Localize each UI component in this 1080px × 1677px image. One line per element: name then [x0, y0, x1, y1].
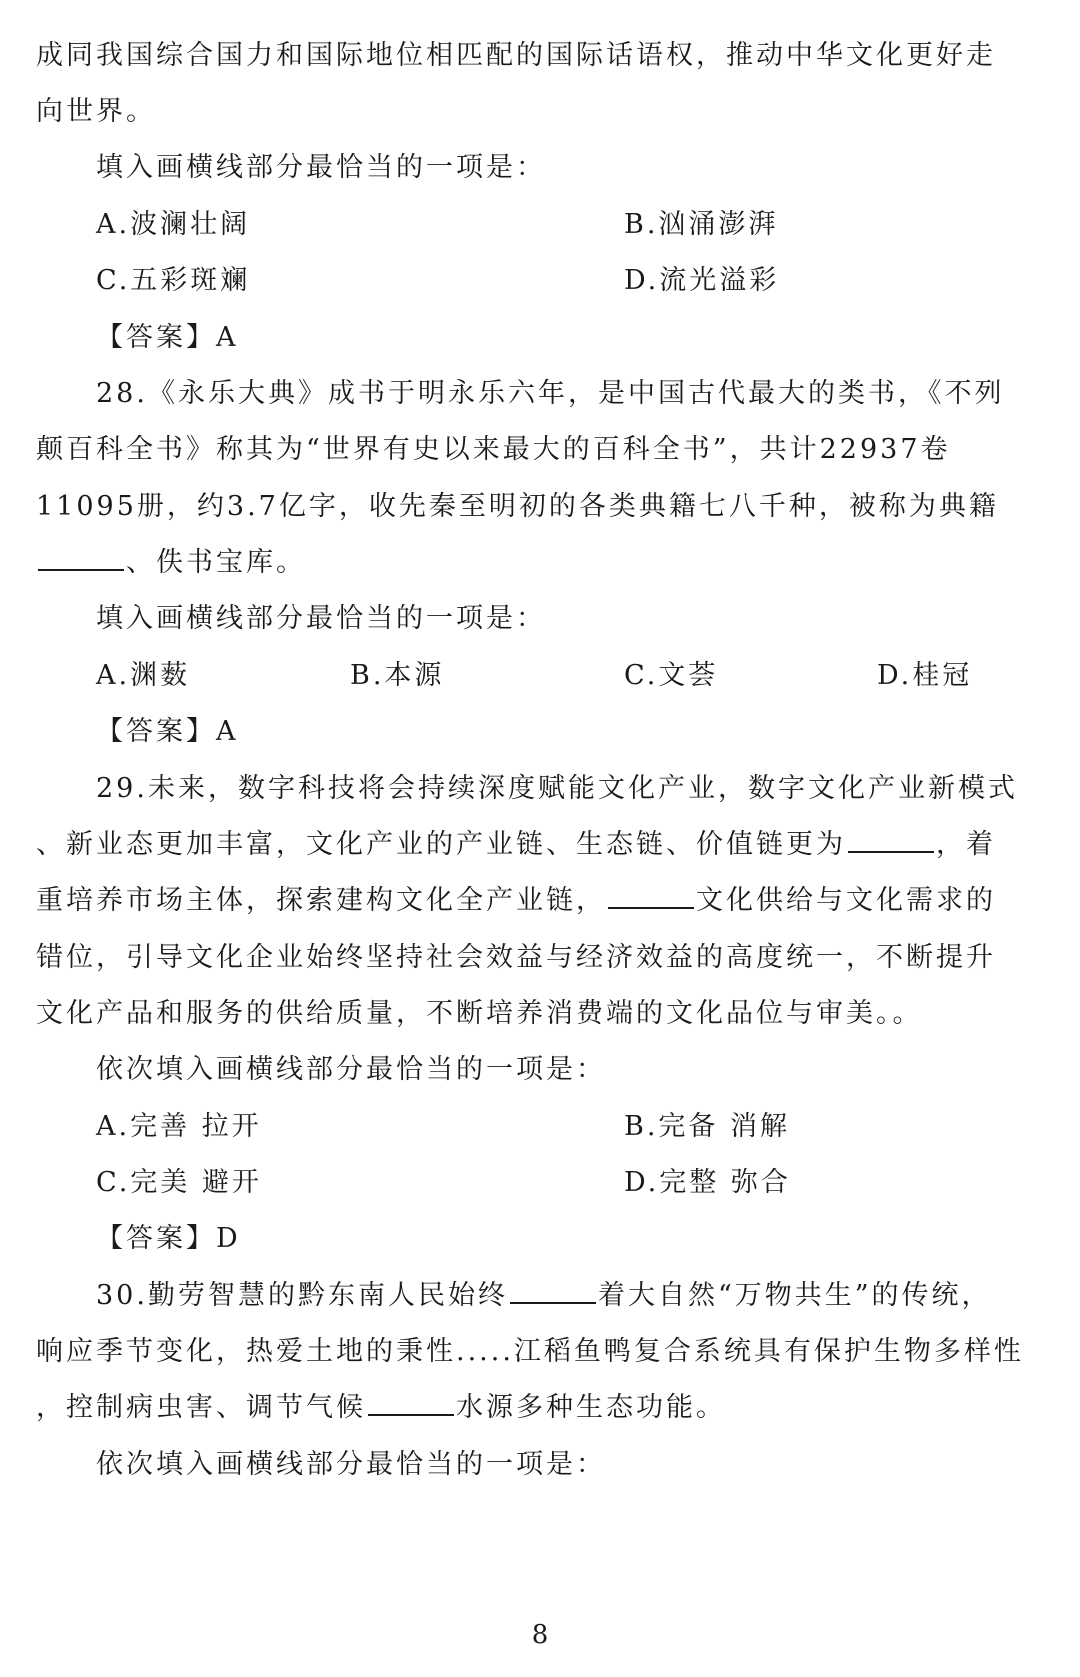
option-c: C.五彩斑斓 — [96, 265, 251, 296]
question-text-segment: ，控制病虫害、调节气候 — [36, 1392, 366, 1423]
question-text — [36, 1388, 726, 1428]
question-text-segment: 、佚书宝库。 — [126, 547, 306, 578]
question-text — [36, 881, 996, 921]
question-text: 文化产品和服务的供给质量，不断培养消费端的文化品位与审美。。 — [36, 998, 923, 1029]
option-b: B.汹涌澎湃 — [624, 209, 779, 240]
fill-blank — [848, 829, 934, 853]
question-text: 28.《永乐大典》成书于明永乐六年，是中国古代最大的类书，《不列 — [96, 378, 1005, 409]
question-text — [96, 1276, 992, 1316]
paragraph-line: 向世界。 — [36, 96, 156, 127]
question-prompt: 依次填入画横线部分最恰当的一项是： — [96, 1449, 606, 1480]
question-text-segment: ，着 — [936, 829, 996, 860]
option-a: A.完善 拉开 — [96, 1111, 262, 1142]
question-text: 响应季节变化，热爱土地的秉性.....江稻鱼鸭复合系统具有保护生物多样性 — [36, 1336, 1024, 1367]
question-prompt: 填入画横线部分最恰当的一项是： — [96, 603, 546, 634]
question-prompt: 依次填入画横线部分最恰当的一项是： — [96, 1054, 606, 1085]
question-text: 11095册，约3.7亿字，收先秦至明初的各类典籍七八千种，被称为典籍 — [36, 491, 999, 522]
page-number: 8 — [531, 1620, 549, 1650]
question-text-segment: 文化供给与文化需求的 — [696, 885, 996, 916]
question-text — [36, 543, 306, 583]
question-text-segment: 水源多种生态功能。 — [456, 1392, 726, 1423]
question-text — [36, 825, 996, 865]
option-b: B.完备 消解 — [624, 1111, 791, 1142]
option-d: D.完整 弥合 — [624, 1167, 791, 1198]
option-b: B.本源 — [350, 660, 445, 691]
paragraph-line: 成同我国综合国力和国际地位相匹配的国际话语权，推动中华文化更好走 — [36, 40, 996, 71]
question-prompt: 填入画横线部分最恰当的一项是： — [96, 152, 546, 183]
option-c: C.文荟 — [624, 660, 719, 691]
answer-label: 【答案】A — [96, 322, 239, 353]
question-text-segment: 着大自然“万物共生”的传统， — [597, 1280, 992, 1311]
option-a: A.波澜壮阔 — [96, 209, 251, 240]
option-c: C.完美 避开 — [96, 1167, 262, 1198]
answer-label: 【答案】D — [96, 1223, 241, 1254]
question-text-segment: 30.勤劳智慧的黔东南人民始终 — [96, 1280, 508, 1311]
fill-blank — [368, 1392, 454, 1416]
fill-blank — [510, 1280, 596, 1304]
fill-blank — [608, 885, 694, 909]
option-a: A.渊薮 — [96, 660, 191, 691]
option-d: D.流光溢彩 — [624, 265, 780, 296]
question-text-segment: 、新业态更加丰富，文化产业的产业链、生态链、价值链更为 — [36, 829, 846, 860]
question-text: 29.未来，数字科技将会持续深度赋能文化产业，数字文化产业新模式 — [96, 773, 1018, 804]
answer-label: 【答案】A — [96, 716, 239, 747]
option-d: D.桂冠 — [877, 660, 973, 691]
question-text: 颠百科全书》称其为“世界有史以来最大的百科全书”，共计22937卷 — [36, 434, 951, 465]
fill-blank — [38, 547, 124, 571]
question-text: 错位，引导文化企业始终坚持社会效益与经济效益的高度统一，不断提升 — [36, 942, 996, 973]
question-text-segment: 重培养市场主体，探索建构文化全产业链， — [36, 885, 606, 916]
